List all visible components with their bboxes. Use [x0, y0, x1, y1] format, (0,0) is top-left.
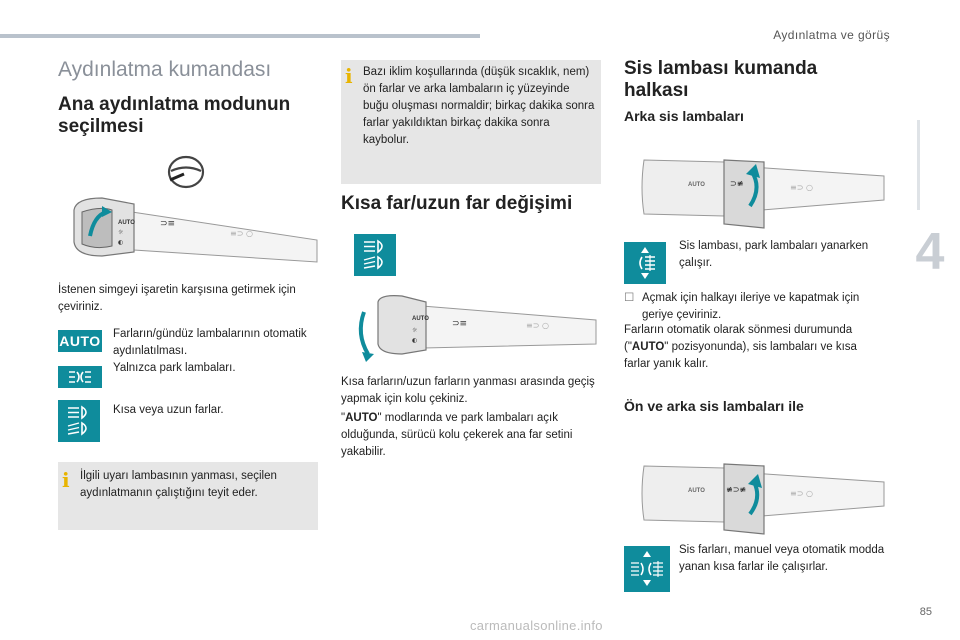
- info-text: Bazı iklim koşullarında (düşük sıcaklık, nem) ön farlar ve arka lambaların iç yüzeyinde buğu oluşması normaldir; birkaç dakika sonra farlar yakıldıktan birkaç dakika sonra kaybolur.: [363, 66, 595, 146]
- beam-stalk-illustration: [350, 292, 600, 362]
- instruction-text: İstenen simgeyi işaretin karşısına getirmek için çeviriniz.: [58, 284, 296, 313]
- info-box-warning-lamp: [58, 462, 318, 530]
- svg-text:◐: ◐: [412, 337, 418, 344]
- info-icon: i: [62, 468, 70, 492]
- svg-text:☼: ☼: [412, 327, 418, 334]
- bullet-icon: ☐: [624, 292, 635, 304]
- page-number: 85: [919, 606, 932, 618]
- mode-headlamp-text: Kısa veya uzun farlar.: [113, 404, 224, 416]
- svg-text:≡⊃ ○: ≡⊃ ○: [230, 229, 253, 238]
- front-rear-fog-lamp-icon: [624, 546, 670, 592]
- svg-text:≡⊃ ○: ≡⊃ ○: [526, 321, 549, 330]
- fog-ring-instruction: Açmak için halkayı ileriye ve kapatmak için geriye çeviriniz.: [642, 292, 860, 321]
- chapter-tab-line: [917, 120, 920, 210]
- headlamp-icon: [58, 400, 100, 442]
- lighting-stalk-illustration: [72, 190, 322, 270]
- svg-text:◐: ◐: [118, 239, 124, 246]
- fog-auto-text: Farların otomatik olarak sönmesi durumunda ("AUTO" pozisyonunda), sis lambaları ve kısa farlar yanık kalır.: [624, 324, 857, 370]
- info-text: İlgili uyarı lambasının yanması, seçilen aydınlatmanın çalıştığını teyit eder.: [80, 470, 277, 499]
- parking-lamp-icon: [58, 366, 102, 388]
- rear-fog-stalk-illustration: [640, 152, 886, 232]
- mode-auto-text: Farların/gündüz lambalarının otomatik aydınlatılması.: [113, 328, 307, 357]
- heading-main-lighting: Ana aydınlatma modunun seçilmesi: [58, 94, 291, 137]
- section-header: Aydınlatma ve görüş: [773, 28, 890, 42]
- subheading-rear-fog: Arka sis lambaları: [624, 108, 744, 124]
- svg-text:≡⊃ ○: ≡⊃ ○: [790, 489, 813, 498]
- watermark: carmanualsonline.info: [470, 618, 603, 633]
- svg-text:⊃≡: ⊃≡: [452, 319, 468, 329]
- svg-text:⊃≡: ⊃≡: [160, 219, 176, 229]
- svg-text:≡⊃ ○: ≡⊃ ○: [790, 183, 813, 192]
- svg-text:AUTO: AUTO: [688, 182, 705, 188]
- auto-mode-text: "AUTO" modlarında ve park lambaları açık olduğunda, sürücü kolu çekerek ana far setini yakabilir.: [341, 412, 573, 458]
- svg-text:AUTO: AUTO: [688, 488, 705, 494]
- front-fog-text: Sis farları, manuel veya otomatik modda yanan kısa farlar ile çalışırlar.: [679, 544, 885, 573]
- headlamp-icon: [354, 234, 396, 276]
- chapter-number: 4: [915, 223, 945, 281]
- front-fog-stalk-illustration: [640, 458, 886, 538]
- heading-beam-switch: Kısa far/uzun far değişimi: [341, 193, 573, 214]
- rear-fog-text: Sis lambası, park lambaları yanarken çalışır.: [679, 240, 869, 269]
- steering-wheel-icon: [166, 154, 206, 190]
- mode-parking-text: Yalnızca park lambaları.: [113, 362, 236, 374]
- header-bar: [0, 34, 480, 38]
- svg-text:⊃≢: ⊃≢: [730, 179, 744, 188]
- subheading-front-rear-fog: Ön ve arka sis lambaları ile: [624, 398, 804, 414]
- info-icon: i: [345, 64, 353, 88]
- info-box-condensation: [341, 60, 601, 184]
- rear-fog-lamp-icon: [624, 242, 666, 284]
- heading-fog-ring: Sis lambası kumanda halkası: [624, 58, 818, 101]
- svg-text:☼: ☼: [118, 229, 124, 236]
- svg-text:≢⊃≢: ≢⊃≢: [726, 485, 747, 494]
- auto-badge-icon: AUTO: [58, 330, 102, 352]
- beam-switch-text: Kısa farların/uzun farların yanması arasında geçiş yapmak için kolu çekiniz.: [341, 376, 595, 405]
- svg-text:AUTO: AUTO: [118, 220, 135, 226]
- svg-text:AUTO: AUTO: [412, 316, 429, 322]
- page-title: Aydınlatma kumandası: [58, 58, 272, 81]
